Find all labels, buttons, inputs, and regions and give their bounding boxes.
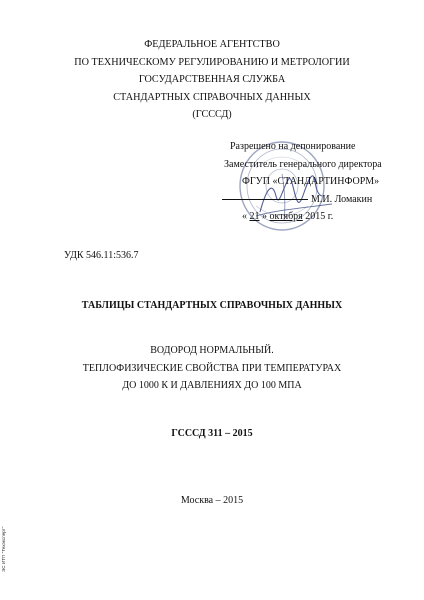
agency-line: (ГСССД) [192, 109, 232, 121]
agency-line: ГОСУДАРСТВЕННАЯ СЛУЖБА [138, 74, 286, 86]
approval-signer: М.И. Ломакин [311, 193, 373, 205]
agency-line: ФЕДЕРАЛЬНОЕ АГЕНТСТВО [144, 39, 280, 50]
agency-line: СТАНДАРТНЫХ СПРАВОЧНЫХ ДАННЫХ [113, 91, 311, 103]
city-year: Москва – 2015 [180, 495, 244, 506]
approval-organization: ФГУП «СТАНДАРТИНФОРМ» [242, 176, 380, 188]
approval-line: Разрешено на депонирование [230, 141, 356, 152]
approval-signer-row [222, 191, 412, 209]
date-quote-open: « [242, 211, 247, 223]
document-subject [0, 342, 424, 395]
document-title: ТАБЛИЦЫ СТАНДАРТНЫХ СПРАВОЧНЫХ ДАННЫХ [81, 300, 343, 311]
agency-header [0, 36, 424, 124]
side-watermark-label: ЭС ИТП "Техэксперт" [1, 526, 6, 572]
date-month: октября [269, 211, 303, 223]
subject-line: ВОДОРОД НОРМАЛЬНЫЙ. [150, 345, 274, 356]
document-code: ГСССД 311 – 2015 [171, 428, 253, 439]
subject-line: ТЕПЛОФИЗИЧЕСКИЕ СВОЙСТВА ПРИ ТЕМПЕРАТУРАХ [82, 362, 342, 374]
date-year: 2015 г. [305, 211, 334, 223]
approval-date [222, 208, 412, 226]
approval-block [222, 138, 412, 226]
agency-line: ПО ТЕХНИЧЕСКОМУ РЕГУЛИРОВАНИЮ И МЕТРОЛОГИИ [74, 56, 350, 68]
udk-code: УДК 546.11:536.7 [64, 250, 139, 261]
date-quote-close: » [262, 211, 267, 223]
signature-line [222, 199, 308, 200]
date-day: 21 [249, 211, 260, 223]
subject-line: ДО 1000 К И ДАВЛЕНИЯХ ДО 100 МПА [122, 380, 302, 392]
approval-position: Заместитель генерального директора [224, 158, 382, 170]
